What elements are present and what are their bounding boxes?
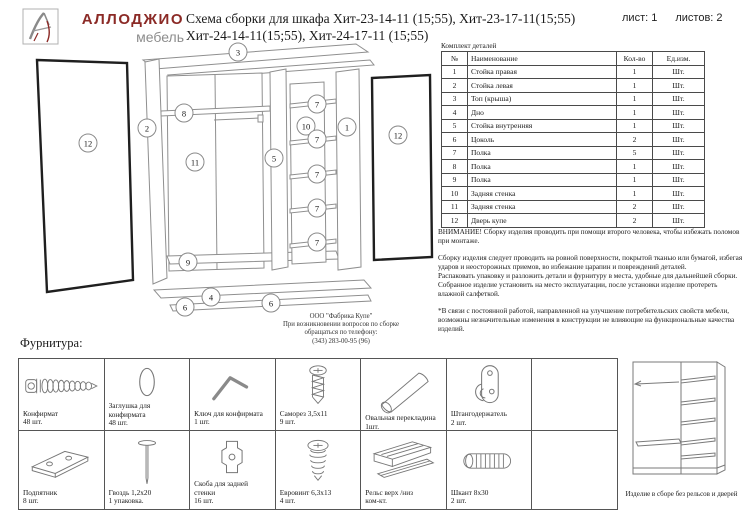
door-rail-icon [365, 434, 442, 489]
callout-5: 5 [265, 149, 284, 168]
hardware-empty-cell [532, 431, 618, 510]
parts-table-caption: Комплект деталей [441, 42, 497, 50]
hardware-item-name: Скоба для задней стенки [194, 479, 249, 497]
col-unit: Ед.изм. [653, 52, 705, 66]
callout-6: 6 [262, 294, 281, 313]
hardware-item-name: Конфирмат [23, 408, 59, 418]
parts-table [441, 51, 705, 228]
parts-table-cell: 2 [617, 133, 653, 147]
hardware-item-qty: 2 шт. [450, 496, 467, 506]
parts-table-cell: Стойка внутренняя [468, 119, 617, 133]
part-door-right [372, 75, 432, 260]
parts-table-cell: 4 [442, 106, 468, 120]
parts-table-cell: 1 [617, 119, 653, 133]
hardware-item-qty: 48 шт. [108, 418, 128, 428]
parts-table-cell: Задняя стенка [468, 200, 617, 214]
hardware-item-qty: 8 шт. [23, 496, 39, 506]
parts-table-cell: Полка [468, 146, 617, 160]
parts-table-row [442, 173, 705, 187]
parts-table-cell: Шт. [653, 119, 705, 133]
parts-table-cell: 1 [617, 65, 653, 79]
hardware-item-name: Ключ для конфирмата [194, 408, 263, 418]
parts-table-cell: Шт. [653, 92, 705, 106]
parts-table-cell: Топ (крыша) [468, 92, 617, 106]
hardware-heading: Фурнитура: [20, 336, 83, 350]
note-unpack: Распаковать упаковку и разложить детали и фурнитуру в места, удобные для дальнейшей сборки. [438, 272, 738, 280]
hardware-item-name: Штангодержатель [450, 409, 507, 418]
oval-rod-icon [365, 362, 442, 414]
hardware-item-selftapping [276, 359, 362, 431]
hardware-item-qty: 48 шт. [23, 417, 43, 427]
parts-table-cell: Стойка правая [468, 65, 617, 79]
parts-table-header [442, 52, 705, 66]
parts-table-cell: 5 [617, 146, 653, 160]
parts-table-row [442, 65, 705, 79]
brand-name: АЛЛОДЖИО [81, 11, 184, 28]
parts-table-cell: Шт. [653, 79, 705, 93]
parts-table-cell: 1 [617, 187, 653, 201]
parts-table-cell: Задняя стенка [468, 187, 617, 201]
warning-text: ВНИМАНИЕ! Сборку изделия проводить при помощи второго человека, чтобы избежать поломов при монтаже. [438, 228, 740, 245]
parts-table-cell: 2 [442, 79, 468, 93]
hardware-item-qty: 1 упаковка. [108, 496, 144, 506]
hardware-item-clip [190, 431, 276, 510]
col-number: № [442, 52, 468, 66]
parts-table-row [442, 146, 705, 160]
parts-table-cell: Шт. [653, 187, 705, 201]
hardware-item-rail [361, 431, 447, 510]
sheet-info [622, 12, 741, 24]
parts-table-cell: 1 [617, 173, 653, 187]
hardware-item-name: Гвоздь 1,2х20 [108, 487, 152, 497]
rod-holder-icon [451, 362, 528, 410]
part-inner-stand [270, 69, 288, 270]
callout-1: 1 [338, 118, 357, 137]
parts-table-cell: Полка [468, 173, 617, 187]
hardware-item-footpad [19, 431, 105, 510]
callout-11: 11 [186, 153, 205, 172]
callout-12: 12 [389, 126, 408, 145]
parts-table-row [442, 214, 705, 228]
callout-3: 3 [229, 43, 248, 62]
parts-table-row [442, 79, 705, 93]
exploded-diagram [18, 12, 434, 334]
assembly-notes [438, 228, 744, 342]
parts-table-cell: 10 [442, 187, 468, 201]
hardware-item-nail [105, 431, 191, 510]
callout-10: 10 [297, 117, 316, 136]
parts-table-row [442, 160, 705, 174]
hardware-item-name: Подпятник [23, 487, 58, 497]
parts-table-cell: 1 [617, 106, 653, 120]
hardware-item-name: Овальная перекладина [365, 413, 436, 422]
parts-table-cell: 9 [442, 173, 468, 187]
title-line-2: Хит-24-14-11(15;55), Хит-24-17-11 (15;55) [186, 28, 429, 43]
callout-2: 2 [138, 119, 157, 138]
callout-7: 7 [308, 199, 327, 218]
hardware-item-ovalrod [361, 359, 447, 431]
hardware-item-confirmat [19, 359, 105, 431]
callout-9: 9 [179, 253, 198, 272]
parts-table-cell: 1 [442, 65, 468, 79]
back-panel-clip-icon [194, 434, 271, 480]
hardware-empty-cell [532, 359, 618, 431]
callout-7: 7 [308, 165, 327, 184]
hardware-item-qty: 16 шт. [194, 496, 214, 506]
parts-table-cell: Цоколь [468, 133, 617, 147]
manufacturer-name: ООО "Фабрика Купе" [309, 313, 373, 320]
hardware-item-qty: 1 шт. [194, 417, 210, 427]
parts-table-cell: 2 [617, 214, 653, 228]
callout-7: 7 [308, 130, 327, 149]
parts-table-cell: Шт. [653, 133, 705, 147]
callout-6: 6 [176, 298, 195, 317]
parts-table-cell: 1 [617, 79, 653, 93]
parts-table-cell: Шт. [653, 214, 705, 228]
parts-table-cell: 1 [617, 92, 653, 106]
parts-table-cell: Стойка левая [468, 79, 617, 93]
manufacturer-note-2: обращаться по телефону: [304, 329, 378, 337]
note-surface: Сборку изделия следует проводить на ровной поверхности, покрытой тканью или бумагой, избегая ударов и неосторожных приемов, во избежание царапин и повреждений деталей. [438, 254, 743, 271]
callout-8: 8 [175, 104, 194, 123]
nail-icon [109, 434, 186, 489]
sheet-number: лист: 1 [622, 12, 658, 24]
hardware-item-name: Саморез 3,5х11 [279, 408, 328, 418]
parts-table-cell: 2 [617, 200, 653, 214]
parts-table-cell: 7 [442, 146, 468, 160]
manufacturer-note-1: При возникновении вопросов по сборке [282, 321, 400, 329]
self-tapping-screw-icon [280, 362, 357, 410]
note-place: Собранное изделие установить на место эксплуатации, после установки изделие протереть влажной салфеткой. [438, 281, 718, 298]
parts-table-cell: Шт. [653, 200, 705, 214]
confirmat-screw-icon [23, 362, 100, 410]
parts-table-row [442, 106, 705, 120]
parts-table-cell: Шт. [653, 65, 705, 79]
parts-table-cell: 3 [442, 92, 468, 106]
hardware-item-name: Рельс верх /низ [365, 487, 413, 497]
parts-table-cell: 1 [617, 160, 653, 174]
hardware-item-qty: 9 шт. [279, 417, 296, 427]
screw-cap-icon [109, 362, 186, 402]
hex-key-icon [194, 362, 271, 410]
brand-subtitle: мебель [136, 29, 184, 45]
parts-table-row [442, 92, 705, 106]
assembled-caption: Изделие в сборе без рельсов и дверей [625, 490, 738, 498]
parts-table-cell: Дверь купе [468, 214, 617, 228]
parts-table-cell: Шт. [653, 173, 705, 187]
parts-table-cell: Шт. [653, 146, 705, 160]
parts-table-row [442, 133, 705, 147]
hardware-item-name: Евровинт 6,3х13 [279, 487, 332, 497]
hardware-item-euroscrew [276, 431, 362, 510]
manufacturer-block [266, 313, 416, 346]
parts-table-cell: 12 [442, 214, 468, 228]
callout-7: 7 [308, 233, 327, 252]
parts-table-row [442, 200, 705, 214]
parts-table-cell: Дно [468, 106, 617, 120]
part-bottom-panel [154, 280, 371, 298]
wood-dowel-icon [451, 434, 528, 489]
hardware-table [18, 358, 618, 510]
parts-table-row [442, 119, 705, 133]
euro-screw-icon [280, 434, 357, 489]
hardware-item-qty: 1шт. [365, 421, 380, 431]
title-line-1: Схема сборки для шкафа Хит-23-14-11 (15;55), Хит-23-17-11(15;55) [186, 11, 576, 26]
parts-table-cell: 6 [442, 133, 468, 147]
parts-table-cell: 8 [442, 160, 468, 174]
parts-table-body [442, 65, 705, 227]
col-name: Наименование [468, 52, 617, 66]
hardware-item-rodholder [447, 359, 533, 431]
parts-table-cell: 5 [442, 119, 468, 133]
manufacturer-phone: (343) 283-00-95 (96) [312, 337, 370, 345]
parts-table-cell: Шт. [653, 106, 705, 120]
hardware-item-qty: 4 шт. [279, 496, 296, 506]
parts-table-row [442, 187, 705, 201]
col-qty: Кол-во [617, 52, 653, 66]
hardware-item-qty: 2 шт. [450, 417, 467, 427]
note-disclaimer: *В связи с постоянной работой, направленной на улучшение потребительских свойств мебели, возможны незначительные изменения в конструкции не влияющие на функциональные качества изделий. [438, 307, 735, 333]
hardware-item-name: Заглушка для конфирмата [108, 401, 151, 419]
hardware-item-name: Шкант 8х30 [450, 487, 489, 497]
assembled-wardrobe-drawing [618, 356, 744, 488]
exploded-diagram-drawing [18, 12, 434, 334]
parts-table-cell: Полка [468, 160, 617, 174]
foot-pad-icon [23, 434, 100, 489]
sheets-total: листов: 2 [675, 12, 723, 24]
parts-table-cell: Шт. [653, 160, 705, 174]
part-left-stand [145, 59, 167, 284]
hardware-item-cap [105, 359, 191, 431]
hardware-item-qty: ком-кт. [365, 496, 387, 506]
callout-7: 7 [308, 95, 327, 114]
parts-table-cell: 11 [442, 200, 468, 214]
callout-4: 4 [202, 288, 221, 307]
hardware-item-hexkey [190, 359, 276, 431]
part-door-left [37, 60, 133, 292]
callout-12: 12 [79, 134, 98, 153]
hardware-item-dowel [447, 431, 533, 510]
part-right-stand [336, 69, 361, 270]
